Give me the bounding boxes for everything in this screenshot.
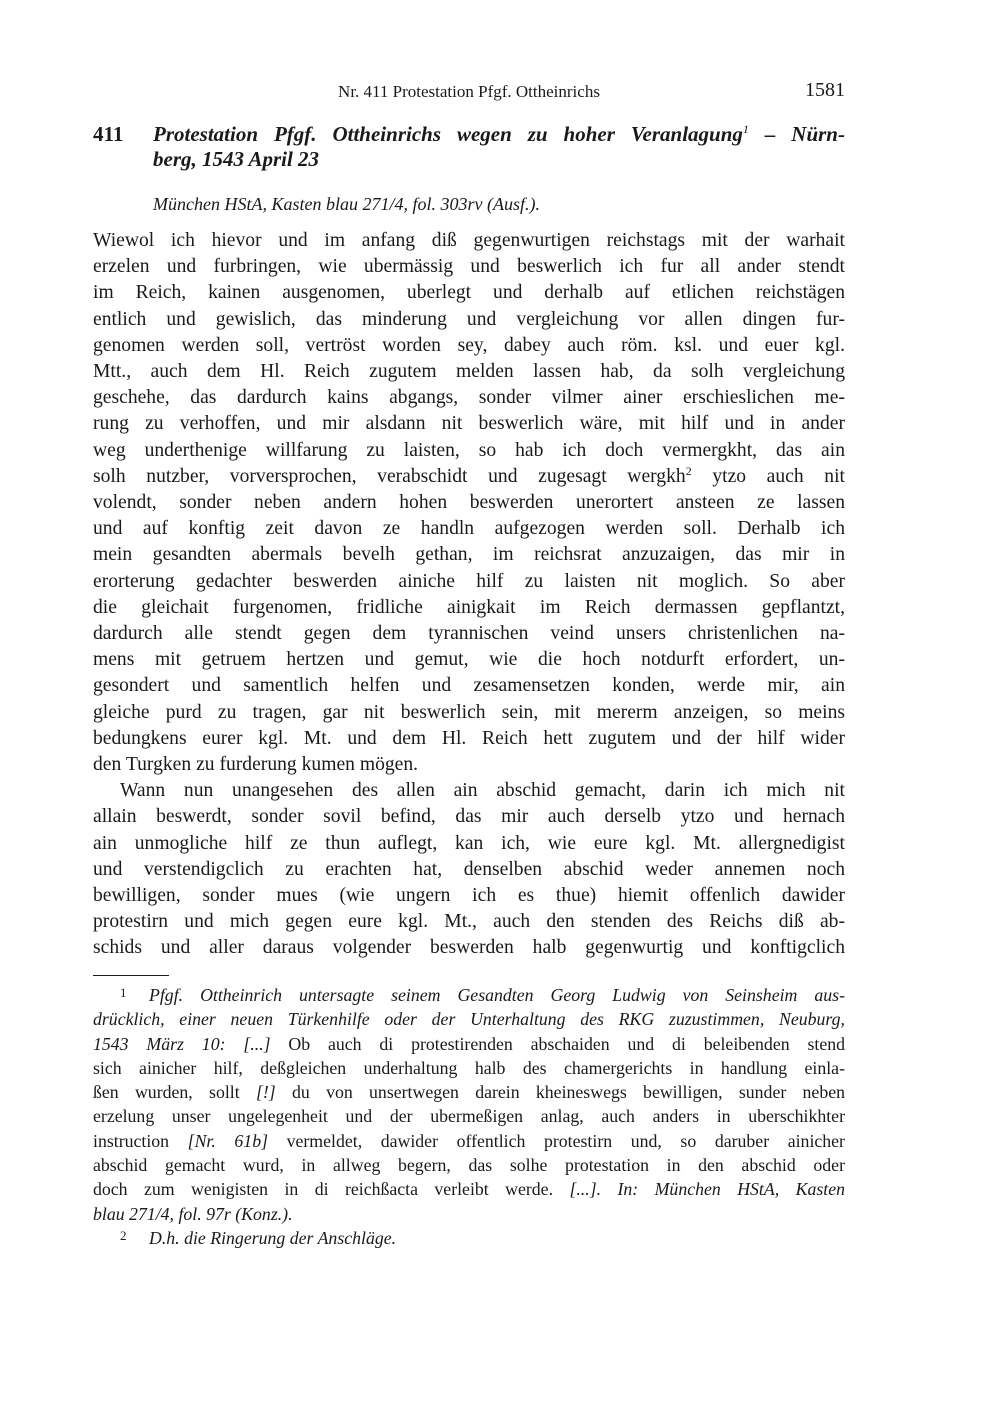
footnote-line <box>93 1104 845 1128</box>
text-line: gleiche purd zu tragen, gar nit beswerlich sein, mit mererm anzeigen, so meins <box>93 701 845 723</box>
document-heading <box>93 122 845 172</box>
footnote-line: 1 Pfgf. Ottheinrich untersagte seinem Gesandten Georg Ludwig von Seinsheim aus- <box>120 985 845 1005</box>
text-line: geschehe, das dardurch kains abgangs, sonder vilmer ainer erschieslichen me- <box>93 387 845 409</box>
text-line: rung zu verhoffen, und mir alsdann nit beswerlich wäre, mit hilf und in ander <box>93 413 845 435</box>
footnote-text: [!] <box>255 1082 276 1103</box>
footnote-divider <box>93 975 169 976</box>
running-head-title: Nr. 411 Protestation Pfgf. Ottheinrichs <box>338 82 600 101</box>
running-head <box>93 79 845 104</box>
footnotes <box>93 983 845 1250</box>
text-line: erzelen und furbringen, wie ubermässig und beswerlich ich fur all ander stendt <box>93 256 845 278</box>
text-line: im Reich, kainen ausgenomen, uberlegt und derhalb auf etlichen reichstägen <box>93 282 845 304</box>
text-line: allain beswerdt, sonder sovil befind, das mir auch derselb ytzo und hernach <box>93 806 845 828</box>
body-text <box>93 228 845 962</box>
text-line: den Turgken zu furderung kumen mögen. <box>93 754 419 776</box>
text-segment: solh nutzber, vorversprochen, verabschidt und zugesagt wergkh <box>93 465 686 487</box>
text-line: entlich und gewislich, das minderung und vergleichung vor allen dingen fur- <box>93 308 845 330</box>
paragraph <box>93 778 845 961</box>
text-line: bedungkens eurer kgl. Mt. und dem Hl. Reich hett zugutem und der hilf wider <box>93 727 845 749</box>
title-line <box>153 122 845 147</box>
text-line: die gleichait furgenomen, fridliche ainigkait im Reich dermassen gepflantzt, <box>93 596 845 618</box>
page-number: 1581 <box>805 79 845 101</box>
footnote-text: du von unsertwegen darein kheineswegs bewilligen, sunder neben <box>275 1082 845 1103</box>
footnote-line <box>93 1202 845 1226</box>
footnote-text: instruction <box>93 1130 188 1151</box>
footnote <box>93 983 845 1226</box>
text-line: mens mit getruem hertzen und gemut, wie die hoch notdurft erfordert, un- <box>93 649 845 671</box>
footnote-line <box>93 1177 845 1201</box>
archival-source: München HStA, Kasten blau 271/4, fol. 303rv (Ausf.). <box>153 194 540 214</box>
footnote-text: blau 271/4, fol. 97r (Konz.). <box>93 1203 293 1224</box>
footnote <box>93 1226 845 1250</box>
text-line: schids und aller daraus volgender beswerden halb gegenwurtig und konftigclich <box>93 937 845 959</box>
footnote-text: erzelung unser ungelegenheit und der ubermeßigen anlag, auch anders in uberschikhter <box>93 1106 845 1127</box>
footnote-text: vermeldet, dawider offentlich protestirn und, so daruber ainicher <box>268 1130 845 1151</box>
text-line: volendt, sonder neben andern hohen beswerden unerortert ansteen ze lassen <box>93 492 845 514</box>
paragraph <box>93 228 845 778</box>
text-line: und auf konftig zeit davon ze handln aufgezogen werden soll. Derhalb ich <box>93 518 845 540</box>
text-segment: ytzo auch nit <box>691 465 845 487</box>
footnote-text: Pfgf. Ottheinrich untersagte seinem Gesandten Georg Ludwig von Seinsheim aus- <box>149 985 845 1005</box>
title-line: berg, 1543 April 23 <box>153 147 320 171</box>
text-line: und verstendigclich zu erachten hat, denselben abschid weder annemen noch <box>93 858 845 880</box>
text-line: Mtt., auch dem Hl. Reich zugutem melden lassen hab, da solh vergleichung <box>93 361 845 383</box>
footnote-text: D.h. die Ringerung der Anschläge. <box>149 1227 397 1248</box>
document-title <box>153 122 845 172</box>
footnote-text: [...]. In: München HStA, Kasten <box>569 1179 845 1200</box>
text-line: gesondert und samentlich helfen und zesamensetzen konden, werde mir, ain <box>93 675 845 697</box>
footnote-text: 1543 März 10: [...] <box>93 1033 271 1054</box>
document-number: 411 <box>93 122 124 146</box>
footnote-text: ßen wurden, sollt <box>93 1082 256 1103</box>
text-line: mein gesandten abermals bevelh gethan, im reichsrat anzuzaigen, das mir in <box>93 544 845 566</box>
footnote-text: drücklich, einer neuen Türkenhilfe oder der Unterhaltung des RKG zuzustimmen, Neuburg, <box>93 1009 845 1030</box>
text-line: ain unmogliche hilf ze thun auflegt, kan ich, wie eure kgl. Mt. allergnedigist <box>93 832 845 854</box>
footnote-ref[interactable]: 2 <box>685 463 692 478</box>
footnote-line: 2 D.h. die Ringerung der Anschläge. <box>120 1227 397 1248</box>
footnote-text: Ob auch di protestirenden abschaiden und di beleibenden stend <box>270 1033 845 1054</box>
text-line <box>93 464 845 490</box>
footnote-text: [Nr. 61b] <box>187 1130 269 1151</box>
footnote-line <box>93 1032 845 1056</box>
text-line: protestirn und mich gegen eure kgl. Mt., auch den stenden des Reichs diß ab- <box>93 911 845 933</box>
footnote-line <box>93 1007 845 1031</box>
footnote-line <box>93 1080 845 1104</box>
footnote-ref[interactable]: 1 <box>742 122 749 136</box>
title-text: Protestation Pfgf. Ottheinrichs wegen zu hoher Veranlagung <box>153 122 743 146</box>
footnote-line <box>93 1153 845 1177</box>
text-line: dardurch alle stendt gegen dem tyrannischen veind unsers christenlichen na- <box>93 623 845 645</box>
text-line: erorterung gedachter beswerden ainiche hilf zu laisten nit moglich. So aber <box>93 570 845 592</box>
text-line: weg underthenige willfarung zu laisten, so hab ich doch vermergkht, das ain <box>93 439 845 461</box>
footnote-text: doch zum wenigisten in di reichßacta verleibt werde. <box>93 1179 570 1200</box>
text-line: bewilligen, sonder mues (wie ungern ich es thue) hiemit offenlich dawider <box>93 885 845 907</box>
footnote-text: abschid gemacht wurd, in allweg begern, das solhe protestation in den abschid oder <box>93 1155 845 1176</box>
text-line: Wann nun unangesehen des allen ain abschid gemacht, darin ich mich nit <box>120 780 845 802</box>
footnote-line <box>93 1056 845 1080</box>
footnote-text: sich ainicher hilf, deßgleichen underhaltung halb des chamergerichts in handlung einla- <box>93 1057 845 1078</box>
text-line: Wiewol ich hievor und im anfang diß gegenwurtigen reichstags mit der warhait <box>93 230 845 251</box>
text-line: genomen werden soll, vertröst worden sey, dabey auch röm. ksl. und euer kgl. <box>93 334 845 356</box>
title-text: – Nürn- <box>748 122 845 146</box>
footnote-line <box>93 1129 845 1153</box>
